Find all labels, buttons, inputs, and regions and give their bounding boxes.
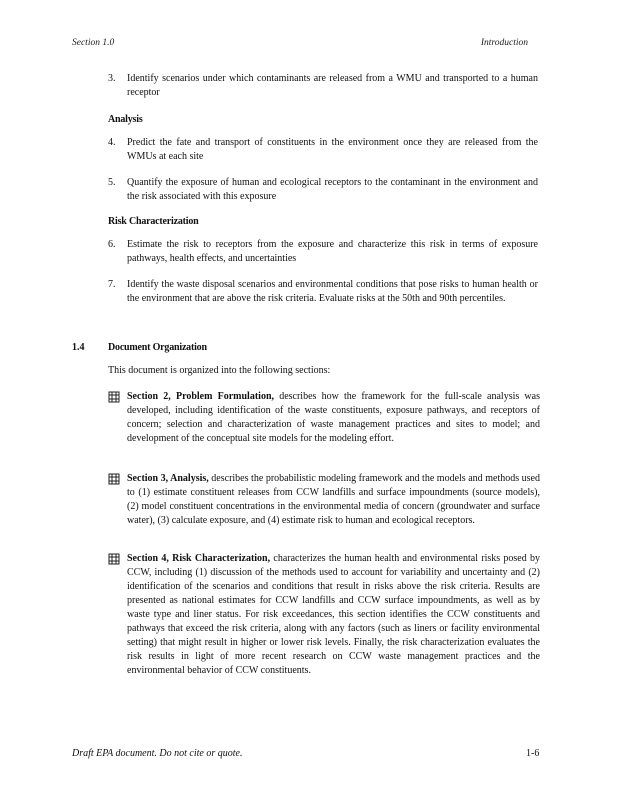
step-text: Identify scenarios under which contaminants are released from a WMU and transported to a human receptor	[127, 73, 538, 98]
step-text: Quantify the exposure of human and ecological receptors to the contaminant in the environment and the risk associated with this exposure	[127, 177, 538, 202]
analysis-heading: Analysis	[108, 114, 143, 125]
square-bullet-icon	[108, 473, 120, 485]
bullet-label: Section 2, Problem Formulation,	[127, 391, 275, 402]
square-bullet-icon	[108, 553, 120, 565]
footer-disclaimer: Draft EPA document. Do not cite or quote.	[72, 748, 243, 759]
step-number: 6.	[108, 239, 116, 250]
numbered-step	[108, 136, 538, 164]
bullet-text: describes the probabilistic modeling framework and the models and methods used to (1) estimate constituent releases from CCW landfills and surface impoundments (source models), (2) model constituent concentrations in the environmental media of concern (groundwater and surface water), (3) calculate exposure, and (4) estimate risk to human and ecological receptors.	[127, 473, 540, 526]
section-number: 1.4	[72, 342, 85, 353]
numbered-step	[108, 238, 538, 266]
step-text: Predict the fate and transport of constituents in the environment once they are released from the WMUs at each site	[127, 137, 538, 162]
numbered-step	[108, 176, 538, 204]
step-number: 5.	[108, 177, 116, 188]
step-number: 3.	[108, 73, 116, 84]
numbered-step	[108, 72, 538, 100]
square-bullet-icon	[108, 391, 120, 403]
bullet-text: characterizes the human health and environmental risks posed by CCW, including (1) discussion of the methods used to account for variability and uncertainty and (2) identification of the scenarios and conditions that result in risks above the risk criteria. Results are presented as national estimates for CCW landfills and CCW surface impoundments, as well as by waste type and liner status. For risk exceedances, this section identifies the CCW constituents and pathways that exceed the risk criteria, along with any factors (such as liners or facility environmental setting) that might result in higher or lower risk levels. Finally, the risk characterization evaluates the risk results in light of more recent research on CCW waste management practices and the environmental behavior of CCW constituents.	[127, 553, 540, 676]
bullet-item	[108, 390, 540, 446]
step-text: Identify the waste disposal scenarios and environmental conditions that pose risks to human health or the environment that are above the risk criteria. Evaluate risks at the 50th and 90th percentiles.	[127, 279, 538, 304]
bullet-text: describes how the framework for the full-scale analysis was developed, including identification of the waste constituents, exposure pathways, and receptors of concern; selection and characterization of waste management practices and sites to model; and development of the conceptual site models for the modeling effort.	[127, 391, 540, 444]
page-number: 1-6	[526, 748, 540, 759]
bullet-item	[108, 472, 540, 528]
risk-characterization-heading: Risk Characterization	[108, 216, 199, 227]
step-text: Estimate the risk to receptors from the exposure and characterize this risk in terms of exposure pathways, health effects, and uncertainties	[127, 239, 538, 264]
section-intro: This document is organized into the following sections:	[108, 365, 331, 376]
step-number: 4.	[108, 137, 116, 148]
header-chapter-title: Introduction	[480, 38, 528, 48]
section-title: Document Organization	[108, 342, 207, 353]
step-number: 7.	[108, 279, 116, 290]
bullet-item	[108, 552, 540, 678]
numbered-step	[108, 278, 538, 306]
bullet-label: Section 3, Analysis,	[127, 473, 209, 484]
bullet-label: Section 4, Risk Characterization,	[127, 553, 271, 564]
header-section-label: Section 1.0	[72, 38, 115, 48]
